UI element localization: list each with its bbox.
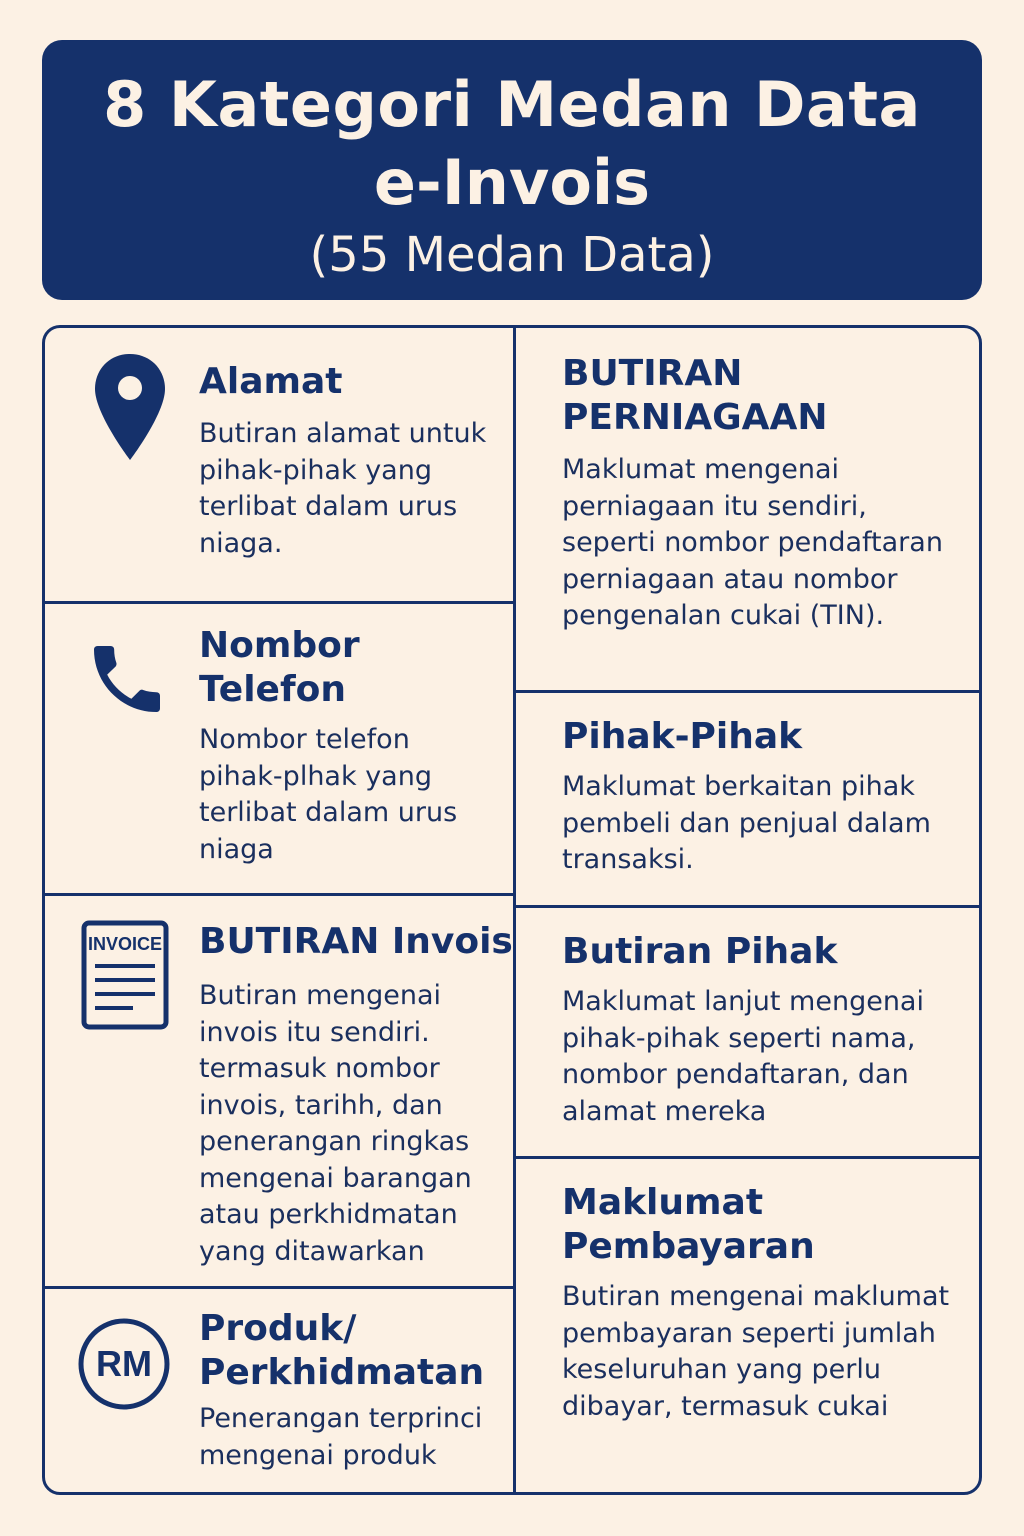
- rm-currency-icon: [77, 1317, 171, 1415]
- location-pin-icon: [93, 352, 167, 466]
- category-alamat: [45, 328, 513, 601]
- category-description: Maklumat lanjut mengenai pihak-pihak seperti nama, nombor pendaftaran, dan alamat mereka: [562, 986, 924, 1127]
- category-description: Maklumat berkaitan pihak pembeli dan penjual dalam transaksi.: [562, 771, 931, 875]
- category-description: Maklumat mengenai perniagaan itu sendiri, seperti nombor pendaftaran perniagaan atau nombor pengenalan cukai (TIN).: [562, 454, 943, 631]
- category-title: BUTIRAN Invois: [199, 921, 513, 962]
- category-pihak-pihak: [516, 693, 982, 905]
- invoice-icon-label: INVOICE: [87, 934, 163, 954]
- page-title: 8 Kategori Medan Data: [103, 68, 921, 141]
- category-description: Butiran alamat untuk pihak-pihak yang terlibat dalam urus niaga.: [199, 418, 487, 559]
- rm-icon-label: RM: [96, 1343, 152, 1384]
- category-title: Nombor Telefon: [199, 625, 360, 710]
- category-butiran-invois: [45, 896, 513, 1286]
- category-title: Alamat: [199, 361, 343, 402]
- page-subtitle: (55 Medan Data): [309, 227, 715, 283]
- category-maklumat-pembayaran: [516, 1159, 982, 1495]
- page-title-line2: e-Invois: [373, 146, 651, 219]
- category-description: Butiran mengenai invois itu sendiri. termasuk nombor invois, tarihh, dan penerangan ringkas mengenai barangan atau perkhidmatan yang ditawarkan: [199, 980, 472, 1267]
- category-title: Pihak-Pihak: [562, 716, 803, 757]
- category-butiran-pihak: [516, 908, 982, 1156]
- header-banner: [42, 40, 982, 300]
- category-title: BUTIRAN PERNIAGAAN: [562, 353, 828, 438]
- invoice-icon: [81, 920, 169, 1034]
- category-description: Butiran mengenai maklumat pembayaran seperti jumlah keseluruhan yang perlu dibayar, termasuk cukai: [562, 1281, 950, 1422]
- category-title: Butiran Pihak: [562, 931, 838, 972]
- category-nombor-telefon: [45, 604, 513, 893]
- category-description: Nombor telefon pihak-plhak yang terlibat dalam urus niaga: [199, 724, 458, 865]
- category-grid: [42, 325, 982, 1495]
- category-butiran-perniagaan: [516, 328, 982, 690]
- category-produk-perkhidmatan: [45, 1289, 513, 1495]
- category-title: Produk/ Perkhidmatan: [199, 1308, 485, 1393]
- category-title: Maklumat Pembayaran: [562, 1182, 815, 1267]
- phone-icon: [83, 630, 171, 732]
- category-description: Penerangan terprinci mengenai produk: [199, 1403, 483, 1471]
